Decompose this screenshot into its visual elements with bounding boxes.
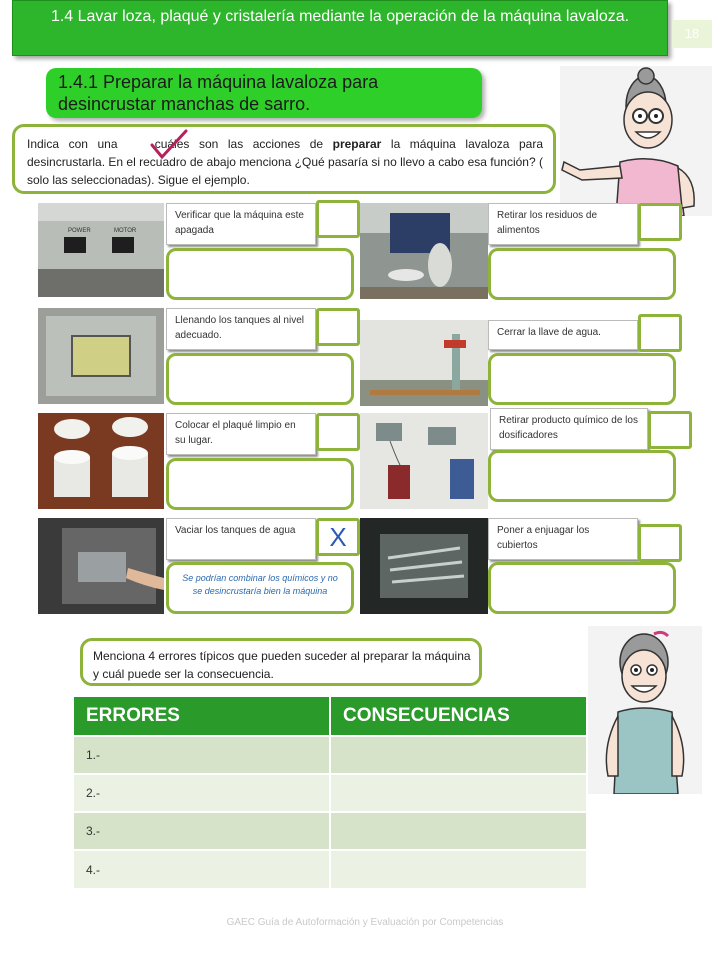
footer: GAEC Guía de Autoformación y Evaluación por Competencias <box>226 917 504 928</box>
action-checkbox[interactable] <box>316 413 360 451</box>
food-residue-photo <box>360 203 488 299</box>
machine-panel-photo <box>38 203 164 297</box>
consequence-answer-box[interactable] <box>488 450 676 502</box>
consequence-answer-box[interactable] <box>166 248 354 300</box>
page-number: 18 <box>672 20 712 48</box>
action-label: Llenando los tanques al nivel adecuado. <box>166 308 316 350</box>
page-heading: 1.4 Lavar loza, plaqué y cristalería mediante la operación de la máquina lavaloza. <box>50 8 630 25</box>
error-cell[interactable]: 4.- <box>74 850 330 888</box>
dosifier-photo <box>360 413 488 509</box>
action-label: Colocar el plaqué limpio en su lugar. <box>166 413 316 455</box>
errors-table <box>74 697 586 888</box>
consequence-cell[interactable] <box>330 774 586 812</box>
consequence-cell[interactable] <box>330 736 586 774</box>
plates-photo <box>38 413 164 509</box>
action-checkbox[interactable]: X <box>316 518 360 556</box>
errors-column-header: ERRORES <box>74 697 330 736</box>
instructions-bubble <box>12 124 556 194</box>
consequence-answer-box[interactable]: Se podrían combinar los químicos y no se desincrustaría bien la máquina <box>166 562 354 614</box>
consequence-answer-box[interactable] <box>166 353 354 405</box>
action-label: Poner a enjuagar los cubiertos <box>488 518 638 560</box>
section-title: 1.4.1 Preparar la máquina lavaloza para desincrustar manchas de sarro. <box>46 68 482 118</box>
error-cell[interactable]: 1.- <box>74 736 330 774</box>
consequence-answer-box[interactable] <box>488 353 676 405</box>
action-label: Vaciar los tanques de agua <box>166 518 316 560</box>
consequence-answer-box[interactable] <box>488 562 676 614</box>
consequences-column-header: CONSECUENCIAS <box>330 697 586 736</box>
instructions-lead: Indica con una <box>27 137 118 151</box>
instructions-bold: preparar <box>332 137 382 151</box>
consequence-cell[interactable] <box>330 812 586 850</box>
action-checkbox[interactable] <box>638 314 682 352</box>
action-checkbox[interactable] <box>316 308 360 346</box>
table-row <box>74 736 586 774</box>
action-checkbox[interactable] <box>648 411 692 449</box>
errors-prompt-bubble: Menciona 4 errores típicos que pueden suceder al preparar la máquina y cuál puede ser la consecuencia. <box>80 638 482 686</box>
water-valve-photo <box>360 320 488 406</box>
motor-label: MOTOR <box>114 228 137 234</box>
table-row <box>74 812 586 850</box>
consequence-answer-box[interactable] <box>166 458 354 510</box>
cutlery-rinse-photo <box>360 518 488 614</box>
header-banner <box>12 0 668 56</box>
action-checkbox[interactable] <box>316 200 360 238</box>
action-label: Cerrar la llave de agua. <box>488 320 638 350</box>
action-label: Retirar los residuos de alimentos <box>488 203 638 245</box>
table-row <box>74 850 586 888</box>
consequence-cell[interactable] <box>330 850 586 888</box>
table-row <box>74 774 586 812</box>
instructions-text-b: la máquina lavaloza para desincrustarla. En el recuadro de abajo menciona ¿Qué pasaría si no llevo a cabo esa función? ( solo las seleccionadas). Sigue el ejemplo. <box>27 137 544 187</box>
action-label: Verificar que la máquina este apagada <box>166 203 316 245</box>
action-checkbox[interactable] <box>638 524 682 562</box>
action-label: Retirar producto químico de los dosificadores <box>490 408 648 450</box>
action-checkbox[interactable] <box>638 203 682 241</box>
instructions-text-a: cuáles son las acciones de <box>154 137 324 151</box>
empty-tank-photo <box>38 518 164 614</box>
checkmark-icon <box>149 129 189 161</box>
error-cell[interactable]: 2.- <box>74 774 330 812</box>
power-label: POWER <box>68 228 91 234</box>
error-cell[interactable]: 3.- <box>74 812 330 850</box>
consequence-answer-box[interactable] <box>488 248 676 300</box>
waitress-character-icon <box>588 626 702 794</box>
tank-photo <box>38 308 164 404</box>
teacher-character-icon <box>560 66 712 216</box>
